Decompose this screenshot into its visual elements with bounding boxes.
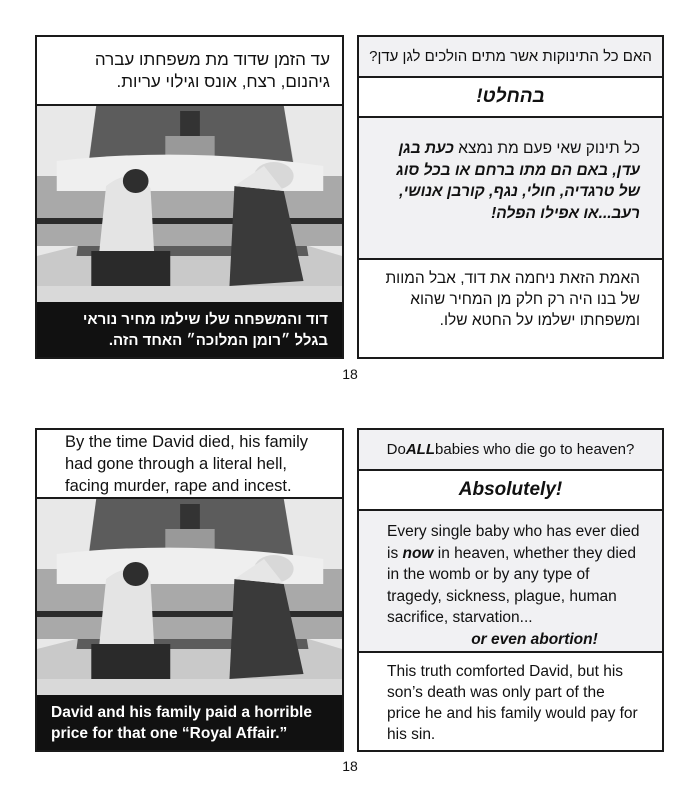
body-bold: now: [402, 544, 434, 562]
english-question: [359, 430, 662, 471]
deathbed-illustration: [37, 106, 342, 302]
question-bold: ALL: [405, 441, 436, 458]
body-pre: Every single baby who has ever died is: [387, 523, 640, 562]
page-number-top: 18: [342, 366, 358, 382]
hebrew-left-panel: [35, 35, 344, 359]
hebrew-question: האם כל התינוקות אשר מתים הולכים לגן עדן?: [359, 37, 662, 78]
body-post: in heaven, whether they died in the womb or by any type of tragedy, sickness, plague, human sacrifice, starvation...: [387, 544, 636, 626]
english-answer: Absolutely!: [359, 471, 662, 511]
english-footer: This truth comforted David, but his son’s death was only part of the price he and his family would pay for his sin.: [359, 653, 662, 750]
english-left-panel: [35, 428, 344, 752]
deathbed-illustration: [37, 499, 342, 695]
hebrew-body: [359, 118, 662, 260]
question-pre: Do: [386, 441, 406, 458]
english-body: [359, 511, 662, 653]
body-tail: or even abortion!: [471, 630, 598, 648]
illustration-art: [37, 499, 342, 695]
english-intro-text: By the time David died, his family had gone through a literal hell, facing murder, rape and incest.: [37, 430, 342, 499]
hebrew-right-panel: [357, 35, 664, 359]
hebrew-caption: דוד והמשפחה שלו שילמו מחיר נוראי בגלל ״רומן המלוכה״ האחד הזה.: [37, 302, 342, 357]
hebrew-body-plain: כל תינוק שאי פעם מת נמצא: [453, 140, 640, 157]
hebrew-body-bold: כעת בגן עדן, באם הם מתו ברחם או בכל סוג של טרגדיה, חולי, נגף, קורבן אנושי, רעב...או אפילו הפלה!: [396, 140, 640, 222]
hebrew-footer: האמת הזאת ניחמה את דוד, אבל המוות של בנו היה רק חלק מן המחיר שהוא ומשפחתו ישלמו על החטא שלו.: [359, 260, 662, 357]
page-number-bottom: 18: [342, 758, 358, 774]
hebrew-intro-text: עד הזמן שדוד מת משפחתו עברה גיהנום, רצח, אונס וגילוי עריות.: [37, 37, 342, 106]
question-post: babies who die go to heaven?: [435, 441, 635, 458]
english-caption: David and his family paid a horrible price for that one “Royal Affair.”: [37, 695, 342, 750]
hebrew-answer: בהחלט!: [359, 78, 662, 118]
english-right-panel: [357, 428, 664, 752]
illustration-art: [37, 106, 342, 302]
